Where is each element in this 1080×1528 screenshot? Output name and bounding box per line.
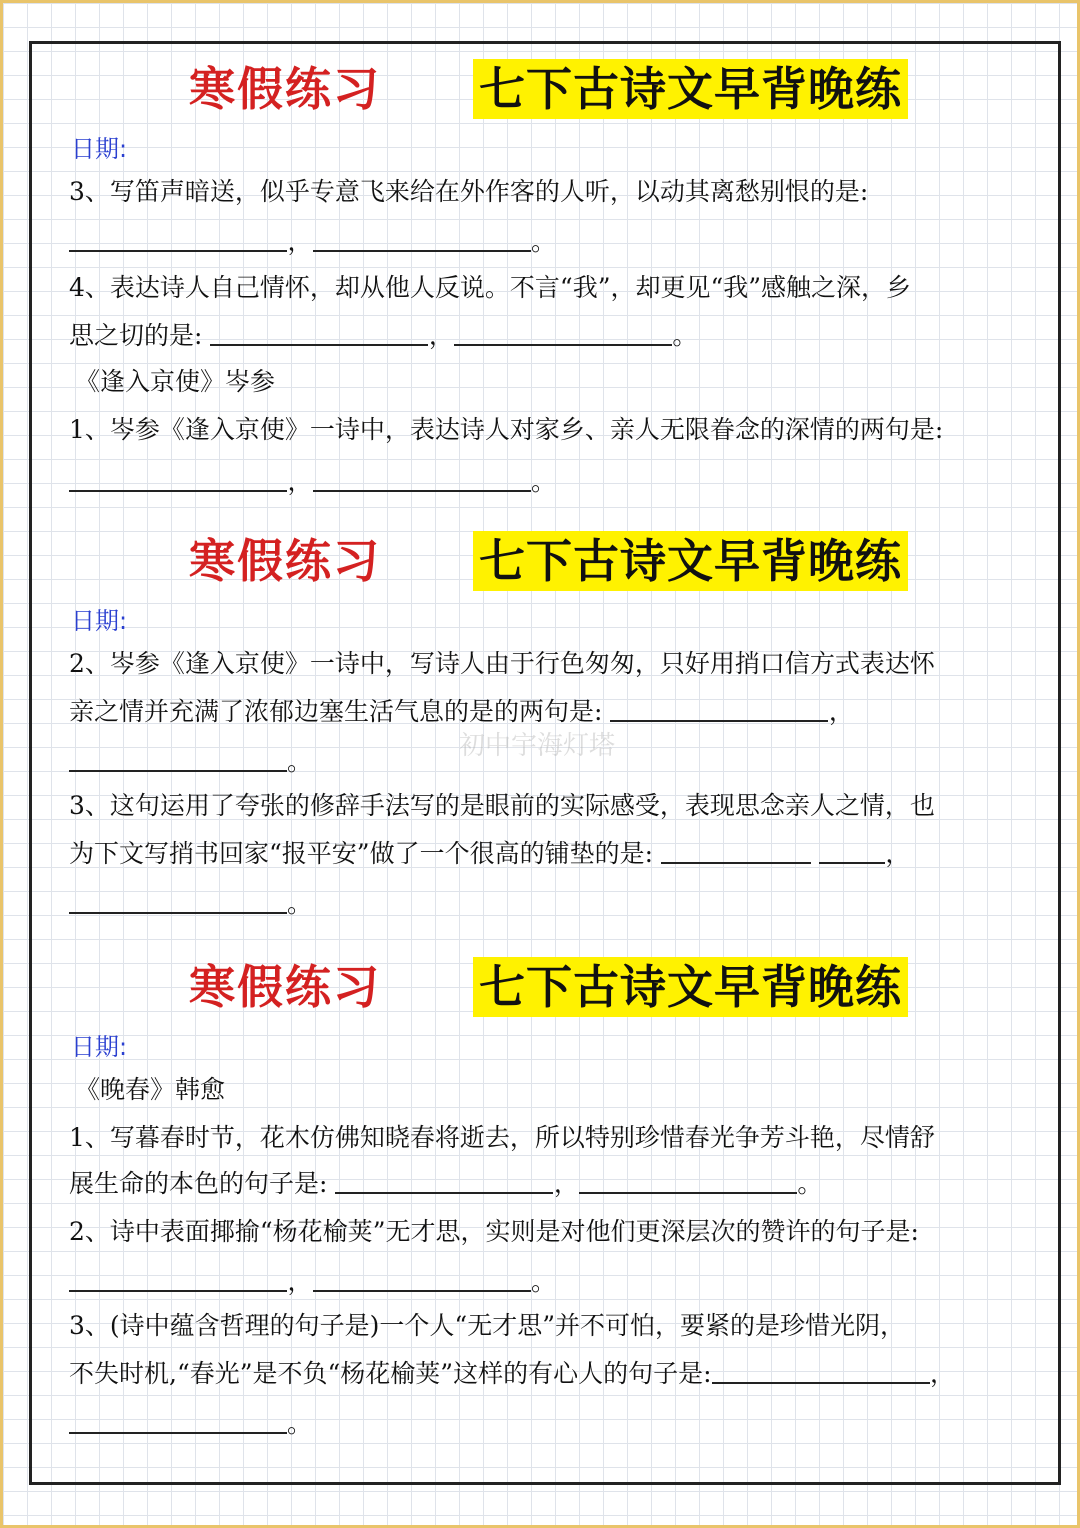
- section2-date-label: 日期:: [71, 607, 128, 635]
- answer-blank[interactable]: [69, 750, 287, 772]
- s2-question-3-line1: 3、这句运用了夸张的修辞手法写的是眼前的实际感受，表现思念亲人之情，也: [69, 791, 935, 820]
- answer-blank[interactable]: [661, 842, 811, 864]
- s2-question-3-line2: 为下文写捎书回家“报平安”做了一个很高的铺垫的是: ，: [69, 839, 911, 868]
- answer-blank[interactable]: [712, 1362, 930, 1384]
- answer-blank[interactable]: [313, 470, 531, 492]
- s3-q3-answer-line: 。: [69, 1407, 312, 1441]
- answer-blank[interactable]: [610, 700, 828, 722]
- section2-heading-left: 寒假练习: [189, 534, 381, 588]
- answer-blank[interactable]: [69, 892, 287, 914]
- s1-q1-answer-line: ， 。: [69, 465, 556, 499]
- s1-question-3: 3、写笛声暗送，似乎专意飞来给在外作客的人听，以动其离愁别恨的是:: [69, 177, 869, 206]
- section3-heading-left: 寒假练习: [189, 960, 381, 1014]
- s3-question-2: 2、诗中表面揶揄“杨花榆荚”无才思，实则是对他们更深层次的赞许的句子是:: [69, 1217, 919, 1246]
- watermark: 初中宇海灯塔: [459, 731, 616, 761]
- s3-question-3-line2: 不失时机,“春光”是不负“杨花榆荚”这样的有心人的句子是: ，: [69, 1359, 955, 1388]
- s1-q3-answer-line: ， 。: [69, 225, 556, 259]
- section3-heading-right: 七下古诗文早背晚练: [473, 957, 908, 1017]
- answer-blank[interactable]: [69, 1412, 287, 1434]
- s2-question-2-line2: 亲之情并充满了浓郁边塞生活气息的是的两句是: ，: [69, 697, 854, 726]
- answer-blank[interactable]: [69, 470, 287, 492]
- s1-question-4-line2: 思之切的是: ， 。: [69, 321, 698, 350]
- section3-date-label: 日期:: [71, 1033, 128, 1061]
- answer-blank[interactable]: [335, 1172, 553, 1194]
- s2-q3-answer-line: 。: [69, 887, 312, 921]
- section1-heading-left: 寒假练习: [189, 62, 381, 116]
- s1-question-1: 1、岑参《逢入京使》一诗中，表达诗人对家乡、亲人无限眷念的深情的两句是:: [69, 415, 944, 444]
- s3-question-1-line2: 展生命的本色的句子是: ， 。: [69, 1169, 823, 1198]
- s3-poem-title: 《晚春》韩愈: [75, 1075, 226, 1104]
- section2-heading-right: 七下古诗文早背晚练: [473, 531, 908, 591]
- section1-heading-right: 七下古诗文早背晚练: [473, 59, 908, 119]
- s3-question-1-line1: 1、写暮春时节，花木仿佛知晓春将逝去，所以特别珍惜春光争芳斗艳，尽情舒: [69, 1123, 935, 1152]
- answer-blank[interactable]: [313, 1270, 531, 1292]
- answer-blank[interactable]: [69, 1270, 287, 1292]
- s2-q2-answer-line: 。: [69, 745, 312, 779]
- s3-question-3-line1: 3、(诗中蕴含哲理的句子是)一个人“无才思”并不可怕，要紧的是珍惜光阴，: [69, 1311, 905, 1340]
- answer-blank[interactable]: [454, 324, 672, 346]
- answer-blank[interactable]: [579, 1172, 797, 1194]
- answer-blank[interactable]: [210, 324, 428, 346]
- answer-blank[interactable]: [69, 230, 287, 252]
- s1-question-4-line1: 4、表达诗人自己情怀，却从他人反说。不言“我”，却更见“我”感触之深，乡: [69, 273, 912, 302]
- answer-blank[interactable]: [819, 842, 885, 864]
- s1-poem-title: 《逢入京使》岑参: [75, 367, 276, 396]
- s2-question-2-line1: 2、岑参《逢入京使》一诗中，写诗人由于行色匆匆，只好用捎口信方式表达怀: [69, 649, 935, 678]
- answer-blank[interactable]: [313, 230, 531, 252]
- s3-q2-answer-line: ， 。: [69, 1265, 556, 1299]
- section1-date-label: 日期:: [71, 135, 128, 163]
